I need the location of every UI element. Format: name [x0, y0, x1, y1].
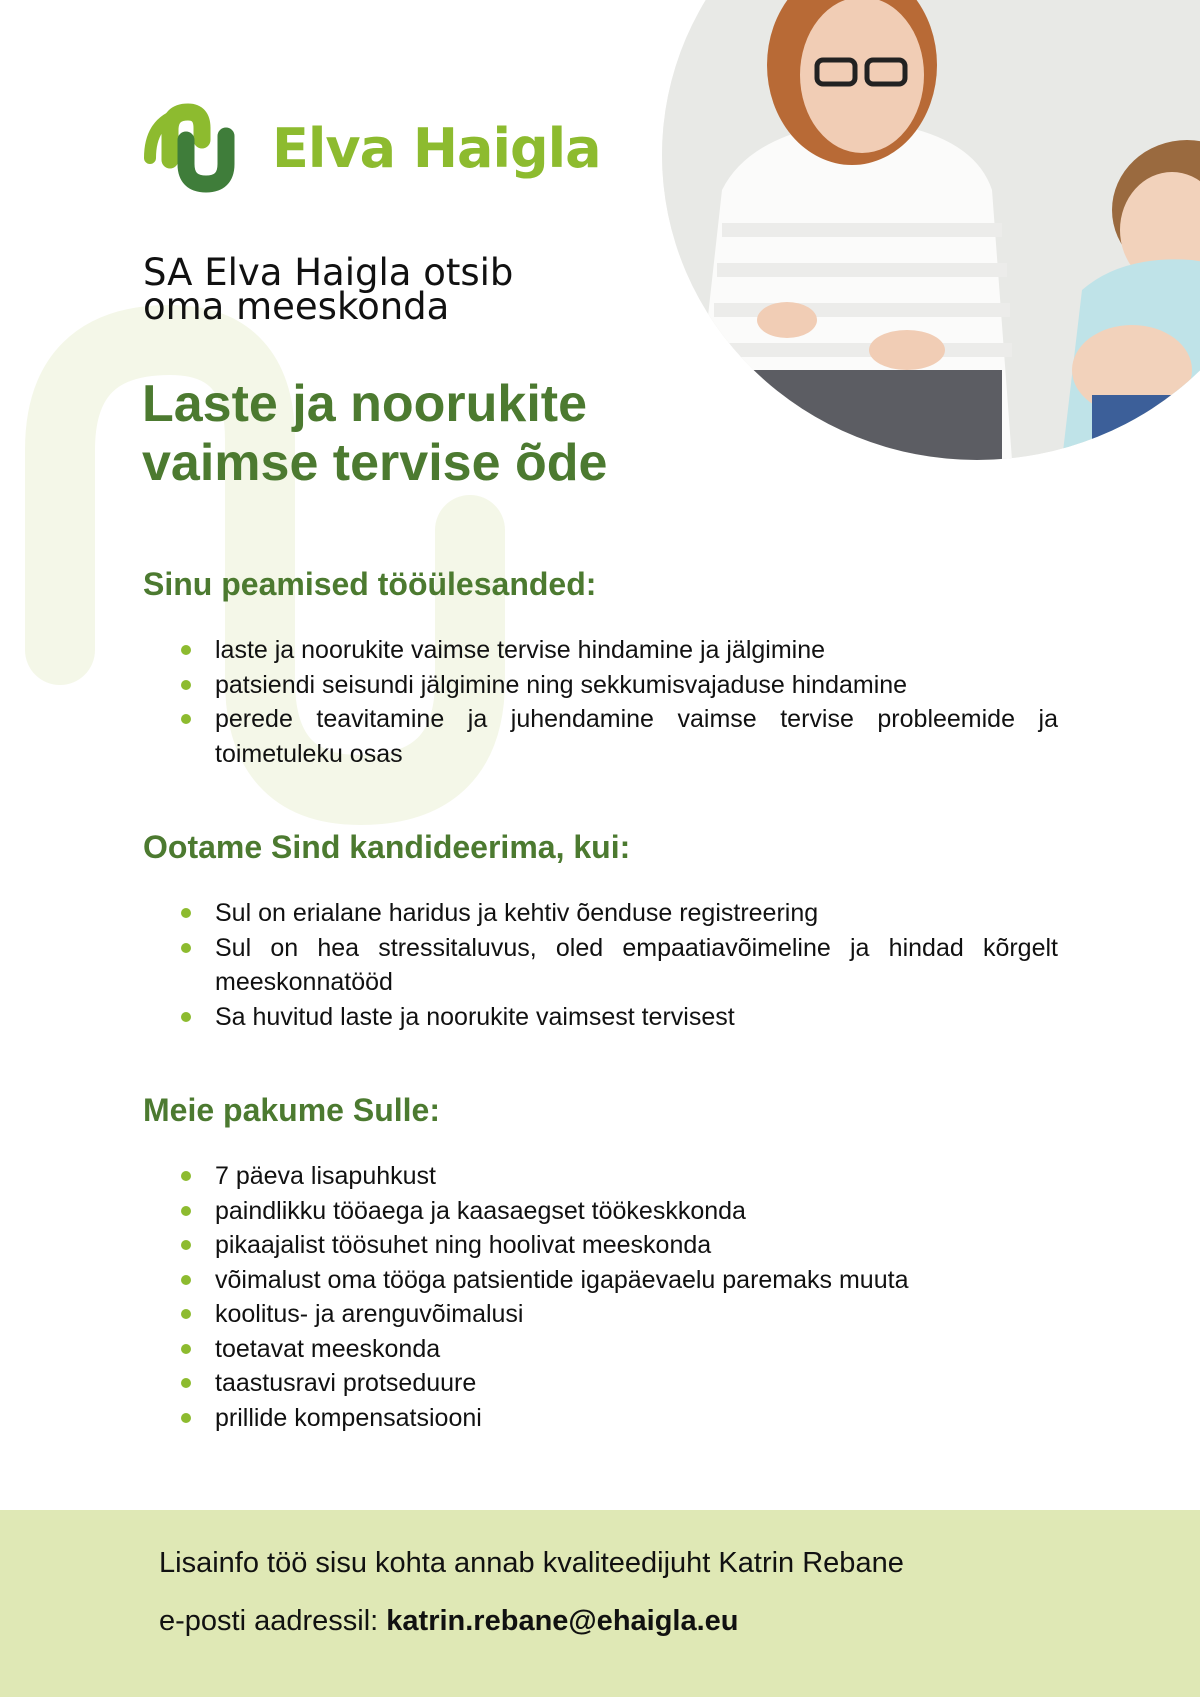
brand-name: Elva Haigla: [272, 116, 601, 180]
hero-photo: [662, 0, 1200, 460]
bullet-icon: [181, 1413, 191, 1423]
bullet-icon: [181, 1378, 191, 1388]
contact-info-text: Lisainfo töö sisu kohta annab kvaliteedijuht Katrin Rebane: [159, 1547, 904, 1579]
email-label: e-posti aadressil:: [159, 1605, 387, 1637]
nurse-and-child-image: [662, 0, 1200, 460]
section-heading: Ootame Sind kandideerima, kui:: [143, 829, 631, 865]
job-title: Laste ja noorukite vaimse tervise õde: [142, 375, 608, 492]
bullet-icon: [181, 1275, 191, 1285]
email-address[interactable]: katrin.rebane@ehaigla.eu: [386, 1605, 739, 1637]
bullet-icon: [181, 908, 191, 918]
bullet-icon: [181, 1240, 191, 1250]
bullet-icon: [181, 714, 191, 724]
list-item: prillide kompensatsiooni: [143, 1401, 1058, 1436]
list-item: Sul on hea stressitaluvus, oled empaatiavõimeline ja hindad kõrgelt meeskonnatööd: [143, 931, 1058, 1000]
section-benefits: [143, 1092, 1058, 1435]
bullet-icon: [181, 1344, 191, 1354]
brand-logo: [140, 100, 601, 196]
intro-text: SA Elva Haigla otsib oma meeskonda: [143, 251, 514, 328]
list-item: laste ja noorukite vaimse tervise hindamine ja jälgimine: [143, 633, 1058, 668]
list-item: Sul on erialane haridus ja kehtiv õenduse registreering: [143, 896, 1058, 931]
bullet-icon: [181, 943, 191, 953]
bullet-icon: [181, 1206, 191, 1216]
elva-haigla-logo-icon: [140, 100, 252, 196]
requirements-list: [143, 896, 1058, 1034]
list-item: patsiendi seisundi jälgimine ning sekkumisvajaduse hindamine: [143, 668, 1058, 703]
list-item: paindlikku tööaega ja kaasaegset töökeskkonda: [143, 1194, 1058, 1229]
list-item: 7 päeva lisapuhkust: [143, 1159, 1058, 1194]
contact-email-line: [159, 1605, 739, 1638]
list-item: taastusravi protseduure: [143, 1366, 1058, 1401]
bullet-icon: [181, 1309, 191, 1319]
contact-footer: [0, 1510, 1200, 1697]
section-heading: Sinu peamised tööülesanded:: [143, 566, 597, 602]
bullet-icon: [181, 680, 191, 690]
bullet-icon: [181, 1171, 191, 1181]
section-duties: [143, 566, 1058, 771]
list-item: võimalust oma tööga patsientide igapäevaelu paremaks muuta: [143, 1263, 1058, 1298]
bullet-icon: [181, 645, 191, 655]
list-item: toetavat meeskonda: [143, 1332, 1058, 1367]
list-item: koolitus- ja arenguvõimalusi: [143, 1297, 1058, 1332]
section-requirements: [143, 829, 1058, 1034]
list-item: Sa huvitud laste ja noorukite vaimsest tervisest: [143, 1000, 1058, 1035]
bullet-icon: [181, 1012, 191, 1022]
duties-list: [143, 633, 1058, 771]
list-item: pikaajalist töösuhet ning hoolivat meeskonda: [143, 1228, 1058, 1263]
list-item: perede teavitamine ja juhendamine vaimse tervise probleemide ja toimetuleku osas: [143, 702, 1058, 771]
section-heading: Meie pakume Sulle:: [143, 1092, 440, 1128]
benefits-list: [143, 1159, 1058, 1435]
